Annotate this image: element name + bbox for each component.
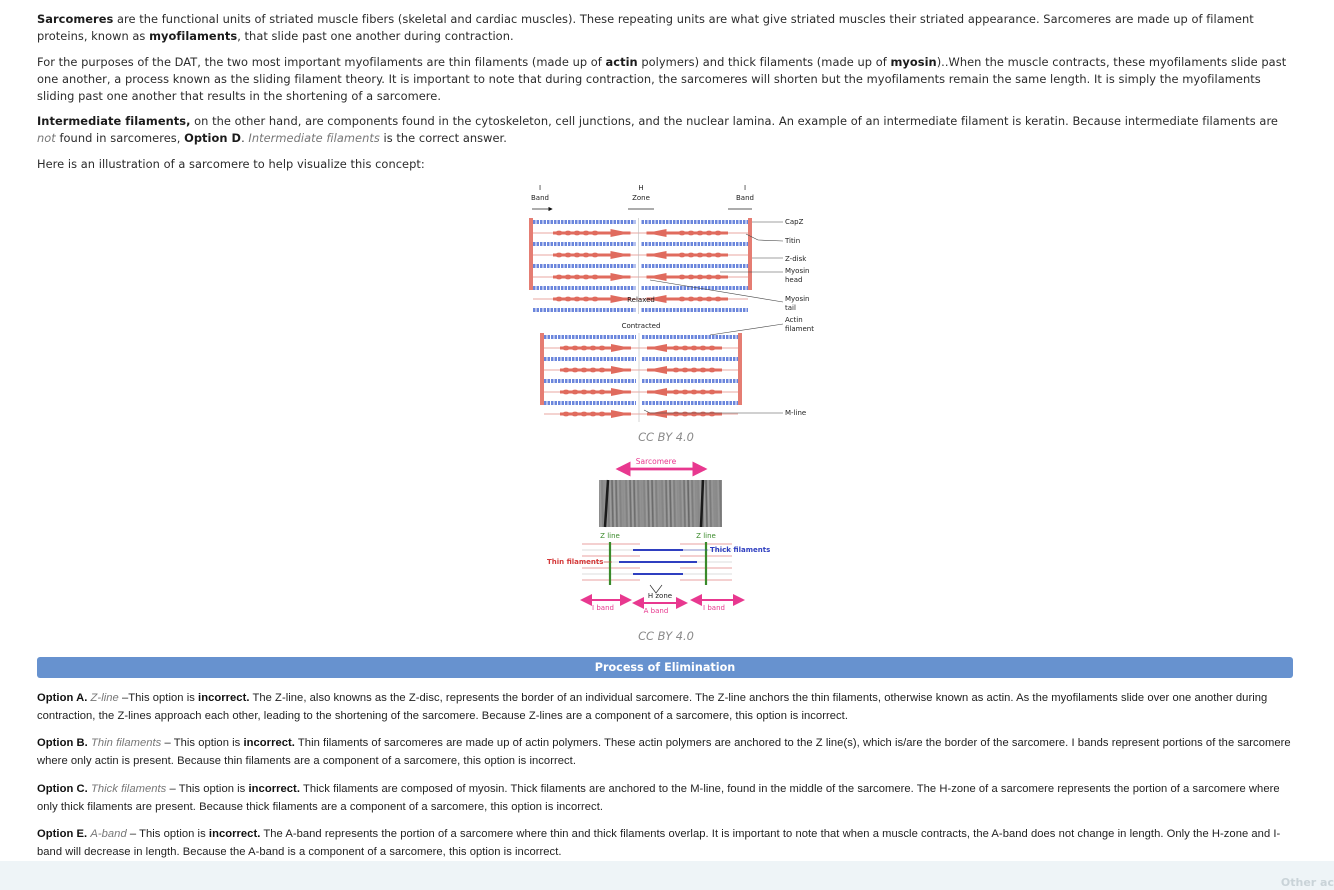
myosin-tail — [611, 410, 631, 418]
micrograph-band — [678, 480, 679, 527]
micrograph-band — [696, 480, 697, 527]
micrograph-band — [640, 480, 641, 527]
myosin-head — [581, 368, 588, 373]
micrograph-band — [698, 480, 699, 527]
micrograph-band — [672, 480, 673, 527]
myosin-head — [574, 275, 581, 280]
option-text: – This option is — [161, 737, 244, 749]
micrograph-band — [686, 480, 687, 527]
label-relaxed: Relaxed — [627, 296, 655, 304]
option-text: – This option is — [126, 828, 209, 840]
micrograph-band — [720, 480, 721, 527]
myosin-head — [697, 253, 704, 258]
paragraph-text: . — [241, 131, 249, 145]
option-text: –This option is — [118, 692, 199, 704]
micrograph-band — [600, 480, 601, 527]
myosin-head — [556, 253, 563, 258]
myosin-head — [590, 346, 597, 351]
myosin-head — [682, 346, 689, 351]
micrograph-band — [714, 480, 715, 527]
contracted-sarcomere — [540, 333, 742, 422]
emphasis-answer: Intermediate filaments — [248, 131, 380, 145]
myosin-tail — [611, 251, 631, 259]
myosin-head — [700, 346, 707, 351]
myosin-head — [583, 297, 590, 302]
label-sarcomere: Sarcomere — [635, 457, 677, 466]
label-actin-2: filament — [785, 325, 814, 333]
micrograph-band — [666, 480, 667, 527]
myosin-head — [691, 346, 698, 351]
micrograph-band — [670, 480, 671, 527]
micrograph-band — [662, 480, 663, 527]
micrograph-band — [682, 480, 683, 527]
label-h-zone-1: H — [638, 184, 644, 192]
myosin-head — [592, 297, 599, 302]
option-name: A-band — [90, 828, 127, 840]
myosin-head — [556, 275, 563, 280]
myosin-head — [691, 368, 698, 373]
option-label: Option B. — [37, 737, 88, 749]
option-text: Thick filaments are composed of myosin. Thick filaments are anchored to the M-line, found in the middle of the sarcomere. The H-zone of a sarcomere represents the portion of a sarcomere where only thick filaments are present. Because thick filaments are a component of a sarcomere, this option is incorrect. — [37, 783, 1280, 813]
micrograph-band — [690, 480, 691, 527]
micrograph-band — [654, 480, 655, 527]
myosin-head — [682, 390, 689, 395]
myosin-head — [583, 275, 590, 280]
myosin-head — [706, 275, 713, 280]
myosin-head — [688, 253, 695, 258]
myosin-head — [715, 275, 722, 280]
micrograph-band — [716, 480, 717, 527]
myosin-head — [709, 390, 716, 395]
paragraph-text: found in sarcomeres, — [55, 131, 185, 145]
myosin-head — [706, 253, 713, 258]
label-zline-right: Z line — [696, 532, 716, 540]
myosin-head — [697, 297, 704, 302]
myosin-head — [697, 231, 704, 236]
myosin-tail — [611, 344, 631, 352]
footer-bar — [0, 861, 1334, 890]
myosin-head — [688, 275, 695, 280]
option-label: Option C. — [37, 783, 88, 795]
myosin-head — [709, 368, 716, 373]
micrograph-band — [646, 480, 647, 527]
myosin-head — [679, 253, 686, 258]
myosin-head — [574, 231, 581, 236]
myosin-head — [592, 253, 599, 258]
myosin-tail — [647, 410, 667, 418]
myosin-head — [682, 412, 689, 417]
emphasis-not: not — [37, 131, 56, 145]
label-thin-filaments: Thin filaments — [547, 558, 604, 566]
micrograph-band — [616, 480, 617, 527]
option-verdict: incorrect. — [198, 692, 250, 704]
footer-other-label[interactable]: Other ac — [1280, 876, 1334, 889]
micrograph-band — [680, 480, 681, 527]
paragraph-illustration-intro: Here is an illustration of a sarcomere to help visualize this concept: — [37, 157, 425, 171]
micrograph-band — [636, 480, 637, 527]
myosin-head — [572, 390, 579, 395]
micrograph-band — [614, 480, 615, 527]
option-b — [37, 735, 1295, 770]
myosin-tail — [611, 229, 631, 237]
micrograph-image — [599, 480, 722, 527]
myosin-tail — [647, 344, 667, 352]
myosin-head — [697, 275, 704, 280]
myosin-tail — [611, 273, 631, 281]
label-capz: CapZ — [785, 218, 804, 226]
myosin-head — [590, 412, 597, 417]
label-h-zone: H zone — [647, 592, 673, 600]
myosin-head — [706, 231, 713, 236]
label-i-band-right: I band — [703, 604, 725, 612]
myosin-head — [673, 368, 680, 373]
micrograph-band — [648, 480, 649, 527]
option-text: – This option is — [166, 783, 249, 795]
micrograph-band — [704, 480, 705, 527]
label-h-zone-2: Zone — [632, 194, 650, 202]
paragraph-text: on the other hand, are components found in the cytoskeleton, cell junctions, and the nuclear lamina. An example of an intermediate filament is keratin. Because intermediate filaments are — [190, 114, 1278, 128]
label-zline-left: Z line — [600, 532, 620, 540]
myosin-head — [679, 297, 686, 302]
micrograph-band — [692, 480, 693, 527]
myosin-tail — [647, 229, 667, 237]
option-verdict: incorrect. — [248, 783, 300, 795]
paragraph-myofilaments — [37, 54, 1295, 105]
sarcomere-diagram — [520, 182, 830, 422]
label-thick-filaments: Thick filaments — [710, 546, 771, 554]
option-text: The Z-line, also knowns as the Z-disc, represents the border of an individual sarcomere. The Z-line anchors the thin filaments, otherwise known as actin. As the myofilaments slide over one another during contraction, the Z-lines approach each other, leading to the shortening of the sarcomere. Because Z-lines are a component of a sarcomere, this option is incorrect. — [37, 692, 1268, 722]
myosin-head — [599, 390, 606, 395]
myosin-head — [565, 231, 572, 236]
myosin-head — [572, 346, 579, 351]
micrograph-band — [668, 480, 669, 527]
myosin-head — [673, 346, 680, 351]
label-mline: M-line — [785, 409, 807, 417]
paragraph-text: , that slide past one another during contraction. — [237, 29, 514, 43]
option-verdict: incorrect. — [208, 828, 261, 840]
label-a-band: A band — [643, 607, 669, 615]
label-actin-1: Actin — [785, 316, 803, 324]
myosin-head — [691, 412, 698, 417]
option-name: Z-line — [90, 692, 119, 704]
myosin-head — [590, 390, 597, 395]
label-myosin-head-2: head — [785, 276, 803, 284]
option-text: The A-band represents the portion of a sarcomere where thin and thick filaments overlap. It is important to note that when a muscle contracts, the A-band does not change in length. Only the H-zone and I-band will decrease in length. Because the A-band is a component of a sarcomere, this option is incorrect. — [37, 828, 1281, 858]
myosin-head — [688, 231, 695, 236]
myosin-head — [565, 275, 572, 280]
micrograph-band — [644, 480, 645, 527]
term-option-d: Option D — [184, 131, 242, 145]
myosin-head — [715, 297, 722, 302]
myosin-head — [599, 346, 606, 351]
myosin-head — [679, 231, 686, 236]
term-intermediate-filaments: Intermediate filaments, — [37, 114, 191, 128]
paragraph-text: are the functional units of striated muscle fibers (skeletal and cardiac muscles). These repeating units are what give striated muscles their striated appearance. Sarcomeres are made up of filament proteins, known as — [37, 12, 1254, 43]
myosin-head — [682, 368, 689, 373]
micrograph-band — [642, 480, 643, 527]
myosin-head — [679, 275, 686, 280]
myosin-head — [700, 368, 707, 373]
myosin-head — [700, 412, 707, 417]
myosin-head — [691, 390, 698, 395]
label-i-band-right-1: I — [743, 184, 747, 192]
myosin-head — [572, 368, 579, 373]
myosin-head — [563, 390, 570, 395]
option-verdict: incorrect. — [243, 737, 295, 749]
myosin-head — [715, 231, 722, 236]
label-myosin-tail-1: Myosin — [785, 295, 810, 303]
myosin-head — [565, 297, 572, 302]
option-c — [37, 781, 1295, 816]
label-myosin-head-1: Myosin — [785, 267, 810, 275]
micrograph-band — [632, 480, 633, 527]
micrograph-band — [684, 480, 685, 527]
label-i-band-left-1: I — [538, 184, 542, 192]
label-titin: Titin — [785, 237, 801, 245]
myosin-head — [709, 346, 716, 351]
micrograph-band — [622, 480, 623, 527]
micrograph-band — [664, 480, 665, 527]
caption-diagram-1: CC BY 4.0 — [638, 430, 694, 444]
paragraph-text: )..When the muscle contracts, these myofilaments slide past one another, a process known as the sliding filament theory. It is important to note that during contraction, the sarcomeres will shorten but the myofilaments remain the same length. It is simply the myofilaments sliding past one another that results in the shortening of a sarcomere. — [37, 55, 1287, 103]
paragraph-text: is the correct answer. — [379, 131, 507, 145]
section-header-process-of-elimination: Process of Elimination — [37, 657, 1293, 678]
micrograph-band — [624, 480, 625, 527]
myosin-tail — [647, 273, 667, 281]
option-text: Thin filaments of sarcomeres are made up of actin polymers. These actin polymers are anchored to the Z line(s), which is/are the border of the sarcomere. I bands represent portions of the sarcomere where only actin is present. Because thin filaments are a component of a sarcomere, this option is incorrect. — [37, 737, 1291, 767]
label-i-band-right-2: Band — [736, 194, 754, 202]
myosin-head — [599, 412, 606, 417]
micrograph-band — [650, 480, 651, 527]
term-sarcomeres: Sarcomeres — [37, 12, 114, 26]
micrograph-band — [710, 480, 711, 527]
myosin-head — [563, 412, 570, 417]
micrograph-band — [620, 480, 621, 527]
myosin-head — [590, 368, 597, 373]
myosin-head — [599, 368, 606, 373]
micrograph-band — [612, 480, 613, 527]
micrograph-band — [676, 480, 677, 527]
myosin-tail — [647, 388, 667, 396]
micrograph-band — [652, 480, 653, 527]
term-myosin: myosin — [890, 55, 937, 69]
term-actin: actin — [605, 55, 638, 69]
option-name: Thin filaments — [90, 737, 162, 749]
myosin-head — [565, 253, 572, 258]
myosin-head — [563, 346, 570, 351]
label-i-band-left-2: Band — [531, 194, 549, 202]
paragraph-text: For the purposes of the DAT, the two most important myofilaments are thin filaments (made up of — [37, 55, 606, 69]
micrograph-band — [656, 480, 657, 527]
micrograph-band — [658, 480, 659, 527]
myosin-head — [556, 231, 563, 236]
myosin-head — [581, 390, 588, 395]
myosin-head — [706, 297, 713, 302]
paragraph-sarcomeres — [37, 11, 1295, 45]
option-name: Thick filaments — [90, 783, 167, 795]
myosin-tail — [647, 366, 667, 374]
option-a — [37, 690, 1295, 725]
micrograph-band — [602, 480, 603, 527]
label-i-band-left: I band — [592, 604, 614, 612]
caption-diagram-2: CC BY 4.0 — [638, 629, 694, 643]
micrograph-band — [706, 480, 707, 527]
myosin-head — [574, 253, 581, 258]
label-myosin-tail-2: tail — [785, 304, 796, 312]
micrograph-band — [660, 480, 661, 527]
label-zdisk: Z-disk — [785, 255, 807, 263]
paragraph-text: polymers) and thick filaments (made up of — [637, 55, 891, 69]
myosin-head — [583, 253, 590, 258]
myosin-head — [673, 390, 680, 395]
micrograph-band — [708, 480, 709, 527]
myosin-head — [592, 231, 599, 236]
sarcomere-band-diagram — [540, 452, 780, 622]
myosin-head — [688, 297, 695, 302]
myosin-head — [572, 412, 579, 417]
myosin-tail — [611, 388, 631, 396]
micrograph-band — [630, 480, 631, 527]
micrograph-band — [610, 480, 611, 527]
myosin-head — [700, 390, 707, 395]
myosin-head — [556, 297, 563, 302]
option-e — [37, 826, 1295, 861]
micrograph-band — [628, 480, 629, 527]
myosin-head — [574, 297, 581, 302]
micrograph-band — [694, 480, 695, 527]
micrograph-band — [626, 480, 627, 527]
micrograph-band — [618, 480, 619, 527]
myosin-head — [581, 346, 588, 351]
micrograph-band — [688, 480, 689, 527]
micrograph-band — [638, 480, 639, 527]
micrograph-band — [712, 480, 713, 527]
micrograph-band — [718, 480, 719, 527]
option-label: Option A. — [37, 692, 88, 704]
myosin-head — [709, 412, 716, 417]
myosin-head — [581, 412, 588, 417]
term-myofilaments: myofilaments — [149, 29, 238, 43]
myosin-tail — [647, 251, 667, 259]
option-label: Option E. — [37, 828, 88, 840]
myosin-tail — [611, 366, 631, 374]
myosin-head — [563, 368, 570, 373]
label-contracted: Contracted — [621, 322, 661, 330]
myosin-head — [592, 275, 599, 280]
myosin-head — [715, 253, 722, 258]
paragraph-intermediate — [37, 113, 1295, 147]
micrograph-band — [674, 480, 675, 527]
micrograph-band — [634, 480, 635, 527]
myosin-head — [673, 412, 680, 417]
myosin-head — [583, 231, 590, 236]
